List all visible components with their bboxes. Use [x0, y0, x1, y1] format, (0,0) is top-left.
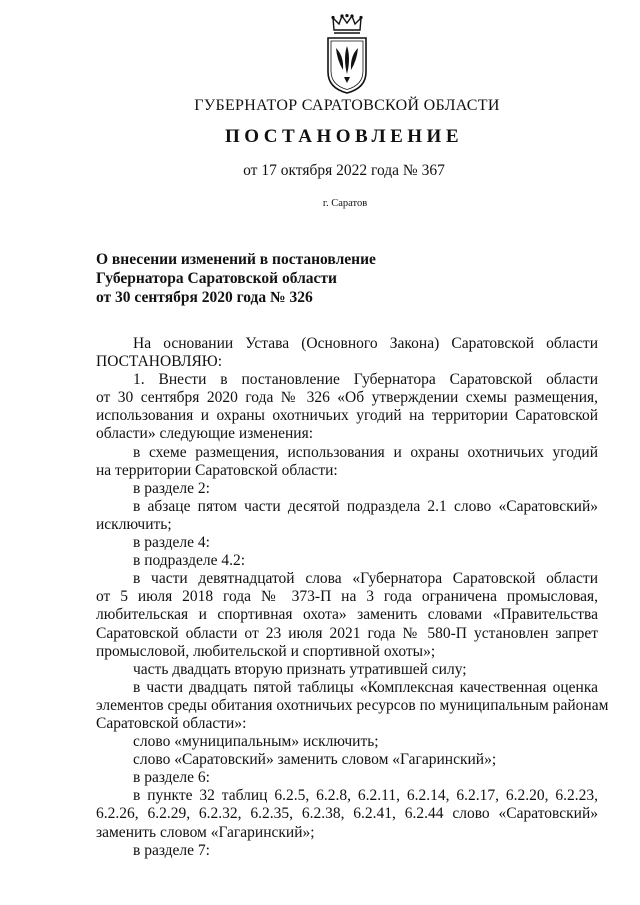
document-title	[96, 250, 456, 307]
body-line: от 5 июля 2018 года № 373-П на 3 года ограничена промысловая,	[96, 588, 598, 606]
body-line: в разделе 7:	[133, 841, 210, 859]
body-line: Саратовской области от 23 июля 2021 года № 580-П установлен запрет	[96, 624, 598, 642]
body-line: любительская и спортивная охота» заменить словами «Правительства	[96, 606, 598, 624]
body-line: в пункте 32 таблиц 6.2.5, 6.2.8, 6.2.11, 6.2.14, 6.2.17, 6.2.20, 6.2.23,	[133, 787, 598, 805]
title-line: Губернатора Саратовской области	[96, 270, 337, 287]
title-line: О внесении изменений в постановление	[96, 251, 376, 268]
body-line: на территории Саратовской области:	[96, 461, 338, 479]
document-type: ПОСТАНОВЛЕНИЕ	[224, 126, 464, 147]
body-line: в части девятнадцатой слова «Губернатора Саратовской области	[133, 570, 598, 588]
body-line: от 30 сентября 2020 года № 326 «Об утверждении схемы размещения,	[96, 389, 598, 407]
title-line: от 30 сентября 2020 года № 326	[96, 289, 313, 306]
body-line: в разделе 6:	[133, 769, 210, 787]
body-line: На основании Устава (Основного Закона) Саратовской области	[133, 335, 598, 352]
body-line: промысловой, любительской и спортивной охоты»;	[96, 642, 436, 660]
body-line: часть двадцать вторую признать утратившей силу;	[133, 660, 467, 678]
body-line: области» следующие изменения:	[96, 425, 314, 443]
body-line: в части двадцать пятой таблицы «Комплексная качественная оценка	[133, 678, 598, 696]
body-line: элементов среды обитания охотничьих ресурсов по муниципальным районам	[96, 696, 609, 714]
document-city: г. Саратов	[322, 198, 368, 209]
body-line: слово «Саратовский» заменить словом «Гагаринский»;	[133, 751, 497, 769]
body-line: в подразделе 4.2:	[133, 552, 246, 570]
body-line: ПОСТАНОВЛЯЮ:	[96, 353, 223, 371]
document-date-number: от 17 октября 2022 года № 367	[243, 162, 445, 179]
body-line: в схеме размещения, использования и охраны охотничьих угодий	[133, 443, 598, 461]
body-line: в разделе 2:	[133, 479, 210, 497]
saratov-coat-of-arms-icon	[324, 14, 370, 94]
organization-name: ГУБЕРНАТОР САРАТОВСКОЙ ОБЛАСТИ	[194, 97, 500, 114]
body-line: Саратовской области»:	[96, 714, 247, 732]
body-line: заменить словом «Гагаринский»;	[96, 823, 315, 841]
body-line: 6.2.26, 6.2.29, 6.2.32, 6.2.35, 6.2.38, 6.2.41, 6.2.44 слово «Саратовский»	[96, 805, 598, 823]
body-line: исключить;	[96, 515, 172, 533]
body-line: в абзаце пятом части десятой подраздела 2.1 слово «Саратовский»	[133, 497, 598, 515]
body-line: использования и охраны охотничьих угодий на территории Саратовской	[96, 407, 598, 425]
body-line: в разделе 4:	[133, 534, 210, 552]
body-line: 1. Внести в постановление Губернатора Саратовской области	[133, 371, 598, 389]
document-body	[96, 335, 609, 860]
body-line: слово «муниципальным» исключить;	[133, 733, 379, 751]
